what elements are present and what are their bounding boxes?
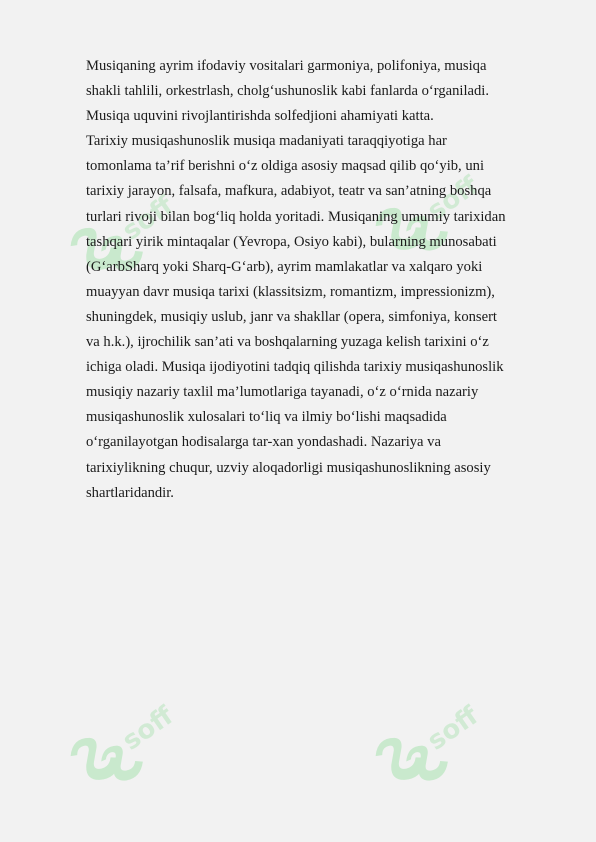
- text-line: Tarixiy musiqashunoslik musiqa madaniyati taraqqiyotiga har: [86, 133, 447, 150]
- svg-text:soff: soff: [117, 190, 179, 247]
- svg-text:soff: soff: [422, 170, 484, 227]
- text-line: o‘rganilayotgan hodisalarga tar-xan yondashadi. Nazariya va: [86, 434, 441, 451]
- text-line: Musiqaning ayrim ifodaviy vositalari garmoniya, polifoniya, musiqa: [86, 58, 487, 74]
- document-body: [86, 54, 536, 506]
- watermark-logo-icon: [360, 690, 510, 800]
- text-line: shuningdek, musiqiy uslub, janr va shakllar (opera, simfoniya, konsert: [86, 308, 497, 325]
- text-line: turlari rivoji bilan bog‘liq holda yoritadi. Musiqaning umumiy tarixidan: [86, 208, 506, 225]
- text-line: musiqashunoslik xulosalari to‘liq va ilmiy bo‘lishi maqsadida: [86, 409, 447, 426]
- paragraph: [86, 54, 536, 129]
- text-line: tashqari yirik mintaqalar (Yevropa, Osiyo kabi), bularning munosabati: [86, 233, 497, 250]
- text-line: tarixiy jarayon, falsafa, mafkura, adabiyot, teatr va san’atning boshqa: [86, 183, 492, 200]
- text-line: muayyan davr musiqa tarixi (klassitsizm, romantizm, impressionizm),: [86, 283, 495, 300]
- text-line: shakli tahlili, orkestrlash, cholg‘ushunoslik kabi fanlarda o‘rganiladi.: [86, 83, 489, 100]
- svg-text:soff: soff: [422, 700, 484, 757]
- text-line: shartlaridandir.: [86, 484, 174, 501]
- text-line: ichiga oladi. Musiqa ijodiyotini tadqiq qilishda tarixiy musiqashunoslik: [86, 359, 504, 376]
- paragraph: [86, 129, 536, 505]
- text-line: Musiqa uquvini rivojlantirishda solfedjioni ahamiyati katta.: [86, 108, 434, 125]
- watermark-logo-icon: [55, 690, 205, 800]
- text-line: tomonlama ta’rif berishni o‘z oldiga asosiy maqsad qilib qo‘yib, uni: [86, 158, 485, 175]
- text-line: musiqiy nazariy taxlil ma’lumotlariga tayanadi, o‘z o‘rnida nazariy: [86, 384, 479, 401]
- svg-text:soff: soff: [117, 700, 179, 757]
- text-line: va h.k.), ijrochilik san’ati va boshqalarning yuzaga kelish tarixini o‘z: [86, 334, 489, 351]
- text-line: tarixiylikning chuqur, uzviy aloqadorligi musiqashunoslikning asosiy: [86, 459, 491, 476]
- text-line: (G‘arbSharq yoki Sharq-G‘arb), ayrim mamlakatlar va xalqaro yoki: [86, 258, 483, 275]
